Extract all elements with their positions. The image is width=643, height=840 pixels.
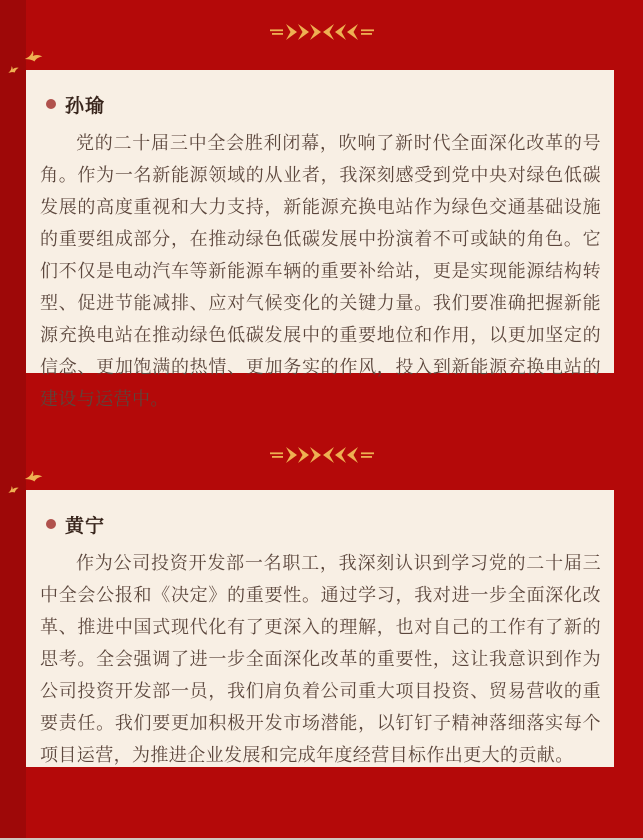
bullet-icon <box>46 519 56 529</box>
wheat-divider-icon <box>0 447 643 463</box>
bullet-icon <box>46 99 56 109</box>
dove-icon <box>24 48 44 65</box>
speaker-name-row <box>40 92 601 116</box>
speaker-name-row <box>40 512 601 536</box>
speaker-name: 孙瑜 <box>65 95 106 117</box>
speech-card <box>26 490 614 767</box>
dove-icon <box>24 468 44 485</box>
speaker-name: 黄宁 <box>65 515 106 537</box>
speech-paragraph: 党的二十届三中全会胜利闭幕，吹响了新时代全面深化改革的号角。作为一名新能源领域的从业者，我深刻感受到党中央对绿色低碳发展的高度重视和大力支持，新能源充换电站作为绿色交通基础设施的重要组成部分，在推动绿色低碳发展中扮演着不可或缺的角色。它们不仅是电动汽车等新能源车辆的重要补给站，更是实现能源结构转型、促进节能减排、应对气候变化的关键力量。我们要准确把握新能源充换电站在推动绿色低碳发展中的重要地位和作用，以更加坚定的信念、更加饱满的热情、更加务实的作风，投入到新能源充换电站的建设与运营中。 <box>40 133 601 409</box>
speech-card <box>26 70 614 409</box>
left-shade-band <box>0 0 26 840</box>
wheat-divider-icon <box>0 24 643 40</box>
speech-paragraph: 作为公司投资开发部一名职工，我深刻认识到学习党的二十届三中全会公报和《决定》的重要性。通过学习，我对进一步全面深化改革、推进中国式现代化有了更深入的理解，也对自己的工作有了新的思考。全会强调了进一步全面深化改革的重要性，这让我意识到作为公司投资开发部一员，我们肩负着公司重大项目投资、贸易营收的重要责任。我们要更加积极开发市场潜能，以钉钉子精神落细落实每个项目运营，为推进企业发展和完成年度经营目标作出更大的贡献。 <box>40 553 601 765</box>
